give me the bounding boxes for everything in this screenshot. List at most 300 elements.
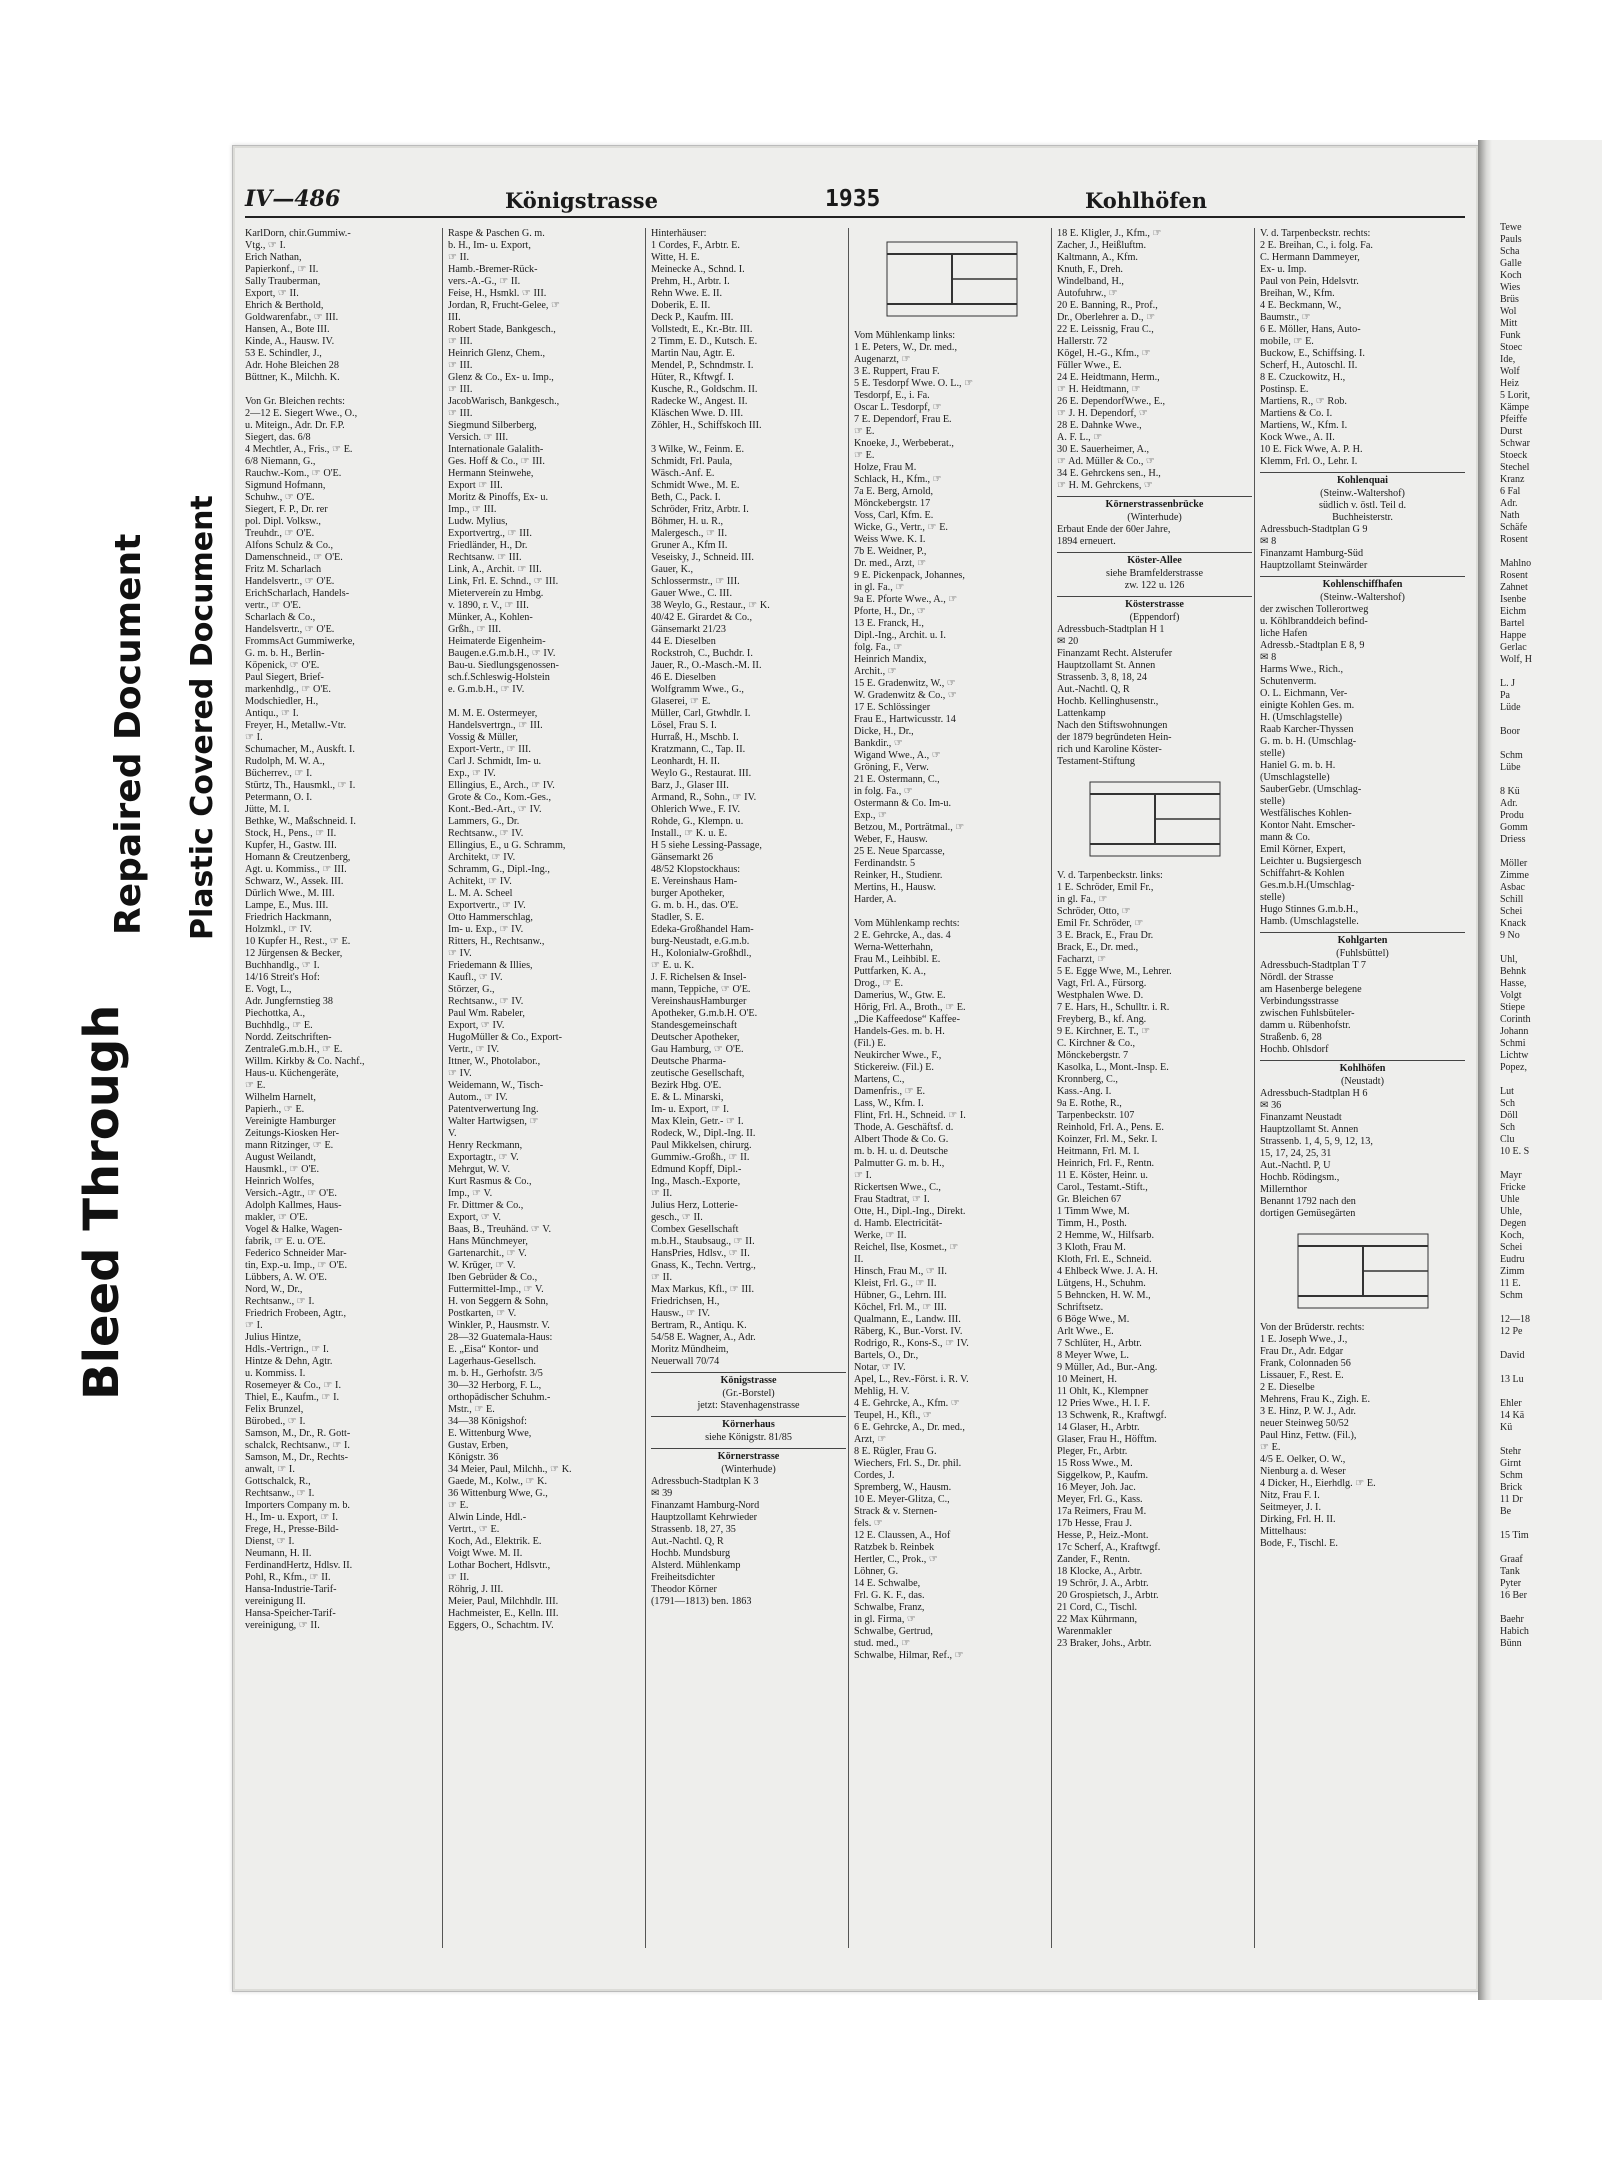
directory-entry: Emil Körner, Expert,	[1260, 844, 1346, 855]
directory-entry: Autom., ☞ IV.	[448, 1092, 508, 1103]
directory-entry: Reichel, Ilse, Kosmet., ☞	[854, 1242, 959, 1253]
directory-entry: Jordan, R, Frucht-Gelee, ☞	[448, 300, 561, 311]
directory-entry: Friedrichsen, H.,	[651, 1296, 720, 1307]
directory-entry: Hausmkl., ☞ O'E.	[245, 1164, 320, 1175]
facing-page-entry	[1500, 714, 1532, 726]
header-range: Kohlhöfen	[1085, 188, 1207, 213]
directory-entry: Bau-u. Siedlungsgenossen-	[448, 660, 559, 671]
directory-entry: Exp., ☞	[854, 810, 888, 821]
column-2	[448, 228, 643, 1632]
directory-entry: 12 Pries Wwe., H. I. F.	[1057, 1398, 1150, 1409]
directory-entry: Kögel, H.-G., Kfm., ☞	[1057, 348, 1151, 359]
directory-entry: Export-Vertr., ☞ III.	[448, 744, 531, 755]
directory-entry: Freyer, H., Metallw.-Vtr.	[245, 720, 347, 731]
directory-entry: 8 E. Czuckowitz, H.,	[1260, 372, 1346, 383]
facing-page-entry: Zimm	[1500, 1266, 1525, 1277]
directory-entry: Glaserei, ☞ E.	[651, 696, 711, 707]
directory-entry: Nordd. Zeitschriften-	[245, 1032, 332, 1043]
facing-page-entry: Pauls	[1500, 234, 1522, 245]
column-3	[651, 228, 846, 1608]
directory-entry: 1 Timm Wwe, M.	[1057, 1206, 1130, 1217]
directory-entry: Postinsp. E.	[1260, 384, 1309, 395]
directory-entry: Edeka-Großhandel Ham-	[651, 924, 754, 935]
directory-entry: Rechtsanw. ☞ III.	[448, 552, 522, 563]
directory-entry: L. M. A. Scheel	[448, 888, 513, 899]
section-heading: Körnerstrassenbrücke	[1057, 496, 1252, 511]
directory-entry: Hesse, P., Heiz.-Mont.	[1057, 1530, 1149, 1541]
directory-entry: 5 E. Egge Wwe, M., Lehrer.	[1057, 966, 1172, 977]
facing-page-entry: Zahnet	[1500, 582, 1528, 593]
directory-entry: Lammers, G., Dr.	[448, 816, 520, 827]
directory-entry: O. L. Eichmann, Ver-	[1260, 688, 1348, 699]
directory-entry: Werke, ☞ II.	[854, 1230, 907, 1241]
directory-entry: ☞ E.	[448, 1500, 469, 1511]
directory-entry: Stadler, S. E.	[651, 912, 705, 923]
directory-entry: Hansa-Industrie-Tarif-	[245, 1584, 337, 1595]
directory-entry: Schmidt Wwe., M. E.	[651, 480, 740, 491]
directory-entry: Adr. Jungfernstieg 38	[245, 996, 333, 1007]
directory-entry: 18 E. Kligler, J., Kfm., ☞	[1057, 228, 1162, 239]
directory-entry: Von Gr. Bleichen rechts:	[245, 396, 345, 407]
directory-entry: Scharlach & Co.,	[245, 612, 316, 623]
facing-page-entry: Habich	[1500, 1626, 1529, 1637]
facing-page-entry: Mitt	[1500, 318, 1518, 329]
directory-entry: H., Kolonialw-Großhdl.,	[651, 948, 752, 959]
directory-entry: Hugo Stinnes G.m.b.H.,	[1260, 904, 1359, 915]
directory-entry: Dürlich Wwe., M. III.	[245, 888, 335, 899]
facing-page-entry: Gerlac	[1500, 642, 1527, 653]
directory-entry: II.	[854, 1254, 864, 1265]
directory-entry: zwischen Fuhlsbüteler-	[1260, 1008, 1355, 1019]
directory-entry: Füller Wwe., E.	[1057, 360, 1122, 371]
directory-entry: Schuhw., ☞ O'E.	[245, 492, 315, 503]
directory-entry: 10 Kupfer H., Rest., ☞ E.	[245, 936, 351, 947]
directory-entry: Millernthor	[1260, 1184, 1307, 1195]
directory-entry: 2 E. Dieselbe	[1260, 1382, 1315, 1393]
column-divider	[645, 228, 646, 1948]
directory-entry: Winkler, P., Hausmstr. V.	[448, 1320, 550, 1331]
directory-entry: SauberGebr. (Umschlag-	[1260, 784, 1362, 795]
directory-entry: Martiens, W., Kfm. I.	[1260, 420, 1348, 431]
facing-page-entry: Adr.	[1500, 498, 1518, 509]
directory-entry: Autofuhrw., ☞	[1057, 288, 1118, 299]
directory-entry: Seitmeyer, J. I.	[1260, 1502, 1321, 1513]
directory-entry: Versich.-Agtr., ☞ O'E.	[245, 1188, 337, 1199]
directory-entry: Internationale Galalith-	[448, 444, 544, 455]
directory-entry: Bücherrev., ☞ I.	[245, 768, 313, 779]
directory-entry: ☞ H. M. Gehrckens, ☞	[1057, 480, 1154, 491]
directory-entry: Frl. G. K. F., das.	[854, 1590, 925, 1601]
directory-entry: Hermann Steinwehe,	[448, 468, 534, 479]
facing-page-entry: 14 Kä	[1500, 1410, 1525, 1421]
directory-entry: Adr. Hohe Bleichen 28	[245, 360, 339, 371]
directory-entry: 22 Max Kührmann,	[1057, 1614, 1138, 1625]
column-divider	[442, 228, 443, 1948]
directory-entry: mann, Teppiche, ☞ O'E.	[651, 984, 751, 995]
facing-page-entry: Schm	[1500, 1470, 1523, 1481]
directory-entry: mann Ritzinger, ☞ E.	[245, 1140, 334, 1151]
directory-entry: Postkarten, ☞ V.	[448, 1308, 517, 1319]
page-header	[245, 186, 1465, 218]
directory-entry: Holze, Frau M.	[854, 462, 917, 473]
directory-entry: V.	[448, 1128, 457, 1139]
directory-entry: Warenmakler	[1057, 1626, 1112, 1637]
directory-entry: 8 E. Rügler, Frau G.	[854, 1446, 937, 1457]
directory-entry: Fritz M. Scharlach	[245, 564, 322, 575]
directory-entry: Samson, M., Dr., Rechts-	[245, 1452, 349, 1463]
directory-entry: Handels-Ges. m. b. H.	[854, 1026, 945, 1037]
directory-entry: in gl. Firma, ☞	[854, 1614, 917, 1625]
facing-page-entry	[1500, 1434, 1532, 1446]
facing-page-entry: Koch	[1500, 270, 1522, 281]
directory-entry: Hertler, C., Prok., ☞	[854, 1554, 938, 1565]
directory-entry: Frank, Colonnaden 56	[1260, 1358, 1351, 1369]
directory-entry: Paul Mikkelsen, chirurg.	[651, 1140, 752, 1151]
directory-page	[232, 145, 1479, 1992]
directory-entry: 2—12 E. Siegert Wwe., O.,	[245, 408, 358, 419]
directory-entry: mobile, ☞ E.	[1260, 336, 1314, 347]
directory-entry: ☞ II.	[651, 1272, 673, 1283]
directory-entry: Agt. u. Kommiss., ☞ III.	[245, 864, 347, 875]
directory-entry: Schröder, Otto, ☞	[1057, 906, 1131, 917]
directory-entry: Moritz Mündheim,	[651, 1344, 729, 1355]
facing-page-entry	[1500, 1518, 1532, 1530]
directory-entry: Neuerwall 70/74	[651, 1356, 720, 1367]
directory-entry: Zöhler, H., Schiffskoch III.	[651, 420, 762, 431]
section-heading: Körnerhaus	[651, 1416, 846, 1431]
directory-entry: Adressbuch-Stadtplan G 9	[1260, 524, 1368, 535]
section-note: Buchheisterstr.	[1332, 512, 1393, 523]
directory-entry: Timm, H., Posth.	[1057, 1218, 1127, 1229]
directory-entry: ☞ IV.	[448, 948, 472, 959]
directory-entry: Max Markus, Kfl., ☞ III.	[651, 1284, 755, 1295]
facing-page-entry: Popez,	[1500, 1062, 1527, 1073]
directory-entry: Erich Nathan,	[245, 252, 302, 263]
directory-entry: Tesdorpf, E., i. Fa.	[854, 390, 930, 401]
section-heading: Kösterstrasse	[1057, 596, 1252, 611]
section-note: (Steinw.-Waltershof)	[1320, 488, 1405, 499]
facing-page-entry: 13 Lu	[1500, 1374, 1524, 1385]
directory-entry: Kupfer, H., Gastw. III.	[245, 840, 337, 851]
section-note: (Neustadt)	[1341, 1076, 1384, 1087]
directory-entry: Aut.-Nachtl. P, U	[1260, 1160, 1331, 1171]
directory-entry: Lagerhaus-Gesellsch.	[448, 1356, 536, 1367]
directory-entry: Im- u. Exp., ☞ IV.	[448, 924, 524, 935]
directory-entry: Witte, H. E.	[651, 252, 700, 263]
directory-entry: 8 Meyer Wwe, L.	[1057, 1350, 1129, 1361]
facing-page-entry	[1500, 666, 1532, 678]
facing-page-entry: Driess	[1500, 834, 1526, 845]
directory-entry: 34 E. Gehrckens sen., H.,	[1057, 468, 1161, 479]
directory-entry: Ostermann & Co. Im-u.	[854, 798, 952, 809]
section-note: (Eppendorf)	[1129, 612, 1180, 623]
directory-entry: Bezirk Hbg. O'E.	[651, 1080, 722, 1091]
facing-page-entry: Degen	[1500, 1218, 1527, 1229]
directory-entry: Alsterd. Mühlenkamp	[651, 1560, 741, 1571]
facing-page-entry: Kranz	[1500, 474, 1525, 485]
directory-entry: Alwin Linde, Hdl.-	[448, 1512, 527, 1523]
directory-entry: E. „Eisa“ Kontor- und	[448, 1344, 539, 1355]
directory-entry: Siggelkow, P., Kaufm.	[1057, 1470, 1149, 1481]
directory-entry: 14 E. Schwalbe,	[854, 1578, 921, 1589]
facing-page-entry: 15 Tim	[1500, 1530, 1529, 1541]
directory-entry: FrommsAct Gummiwerke,	[245, 636, 355, 647]
directory-entry: Schramm, G., Dipl.-Ing.,	[448, 864, 550, 875]
facing-page-entry: Pa	[1500, 690, 1510, 701]
directory-entry: 2 E. Gehrcke, A., das. 4	[854, 930, 951, 941]
directory-entry: Frau Stadtrat, ☞ I.	[854, 1194, 930, 1205]
directory-entry: 44 E. Dieselben	[651, 636, 716, 647]
directory-entry: Neukircher Wwe., F.,	[854, 1050, 942, 1061]
facing-page-entry	[1500, 738, 1532, 750]
directory-entry: ☞ I.	[854, 1170, 872, 1181]
directory-entry: Hansa-Speicher-Tarif-	[245, 1608, 336, 1619]
directory-entry: am Hasenberge belegene	[1260, 984, 1362, 995]
section-note: jetzt: Stavenhagenstrasse	[697, 1400, 800, 1411]
directory-entry: Antiqu., ☞ I.	[245, 708, 299, 719]
directory-entry: d. Hamb. Electricität-	[854, 1218, 943, 1229]
directory-entry: Heinrich Wolfes,	[245, 1176, 315, 1187]
directory-entry: Bürobed., ☞ I.	[245, 1416, 306, 1427]
directory-entry: 4/5 E. Oelker, O. W.,	[1260, 1454, 1346, 1465]
directory-entry: 5 E. Tesdorpf Wwe. O. L., ☞	[854, 378, 974, 389]
directory-entry: Strack & v. Sternen-	[854, 1506, 938, 1517]
facing-page-entry: Uhle,	[1500, 1206, 1522, 1217]
section-heading: Köster-Allee	[1057, 552, 1252, 567]
facing-page-entry: Pfeiffe	[1500, 414, 1528, 425]
directory-entry: Hans Münchmeyer,	[448, 1236, 528, 1247]
directory-entry: Gustav, Erben,	[448, 1440, 509, 1451]
directory-entry: Rickertsen Wwe., C.,	[854, 1182, 941, 1193]
section-heading: Kohlhöfen	[1260, 1060, 1465, 1075]
directory-entry: Teupel, H., Kfl., ☞	[854, 1410, 933, 1421]
directory-entry: M. M. E. Ostermeyer,	[448, 708, 538, 719]
directory-entry: 36 Wittenburg Wwe, G.,	[448, 1488, 548, 1499]
directory-entry: Schmidt, Frl. Paula,	[651, 456, 733, 467]
directory-entry: 15 E. Gradenwitz, W., ☞	[854, 678, 956, 689]
directory-entry: Nördl. der Strasse	[1260, 972, 1334, 983]
section-heading: Kohlgarten	[1260, 932, 1465, 947]
directory-entry: Schwarz, W., Assek. III.	[245, 876, 344, 887]
directory-entry: gesch., ☞ II.	[651, 1212, 703, 1223]
facing-page-entry: Bartel	[1500, 618, 1525, 629]
directory-entry: 20 Grospietsch, J., Arbtr.	[1057, 1590, 1159, 1601]
directory-entry: Rechtsanw., ☞ IV.	[448, 996, 524, 1007]
directory-entry: 46 E. Dieselben	[651, 672, 716, 683]
directory-entry: 4 Dicker, H., Eierhdlg. ☞ E.	[1260, 1478, 1376, 1489]
directory-entry: 9 Müller, Ad., Bur.-Ang.	[1057, 1362, 1158, 1373]
column-divider	[1254, 228, 1255, 1948]
directory-entry: Erbaut Ende der 60er Jahre,	[1057, 524, 1171, 535]
directory-entry: Mstr., ☞ E.	[448, 1404, 495, 1415]
directory-entry: H. von Seggern & Sohn,	[448, 1296, 549, 1307]
directory-entry: Ohlerich Wwe., F. IV.	[651, 804, 741, 815]
directory-entry: 15 Ross Wwe., M.	[1057, 1458, 1133, 1469]
directory-entry: Achitekt, ☞ IV.	[448, 876, 512, 887]
directory-entry: Röhrig, J. III.	[448, 1584, 504, 1595]
directory-entry: Lass, W., Kfm. I.	[854, 1098, 924, 1109]
directory-entry: Siegert, F. P., Dr. rer	[245, 504, 328, 515]
directory-entry: Handelsvertrgn., ☞ III.	[448, 720, 543, 731]
directory-entry: 4 E. Beckmann, W.,	[1260, 300, 1342, 311]
directory-entry: Julius Hintze,	[245, 1332, 302, 1343]
directory-entry: G. m. b. H., das. O'E.	[651, 900, 739, 911]
directory-entry: Mittelhaus:	[1260, 1526, 1307, 1537]
directory-entry: Beth, C., Pack. I.	[651, 492, 721, 503]
directory-entry: Strassenb. 3, 8, 18, 24	[1057, 672, 1147, 683]
directory-entry: Nienburg a. d. Weser	[1260, 1466, 1346, 1477]
directory-entry: Adressbuch-Stadtplan K 3	[651, 1476, 759, 1487]
facing-page-entry: 11 Dr	[1500, 1494, 1523, 1505]
directory-entry: 6 E. Gehrcke, A., Dr. med.,	[854, 1422, 965, 1433]
directory-entry: 7 E. Hars, H., Schulltr. i. R.	[1057, 1002, 1170, 1013]
directory-entry: Gröning, F., Verw.	[854, 762, 929, 773]
directory-entry: Architekt, ☞ IV.	[448, 852, 516, 863]
directory-entry: Frau E., Hartwicusstr. 14	[854, 714, 956, 725]
directory-entry: Modschiedler, H.,	[245, 696, 319, 707]
directory-entry: makler, ☞ O'E.	[245, 1212, 308, 1223]
directory-entry: Ellingius, E., Arch., ☞ IV.	[448, 780, 555, 791]
directory-entry: Wicke, G., Vertr., ☞ E.	[854, 522, 948, 533]
directory-entry: Cordes, J.	[854, 1470, 895, 1481]
directory-entry: ✉ 8	[1260, 652, 1277, 663]
directory-entry: in folg. Fa., ☞	[854, 786, 913, 797]
directory-entry: Kratzmann, C., Tap. II.	[651, 744, 746, 755]
directory-entry: Heinrich, Frl. F., Rentn.	[1057, 1158, 1155, 1169]
facing-page-entry	[1500, 1362, 1532, 1374]
directory-entry: 3 Kloth, Frau M.	[1057, 1242, 1126, 1253]
directory-entry: Deck P., Kaufm. III.	[651, 312, 734, 323]
directory-entry: Mönckebergstr. 7	[1057, 1050, 1129, 1061]
directory-entry: Zacher, J., Heißluftm.	[1057, 240, 1146, 251]
facing-page-entry: Fricke	[1500, 1182, 1526, 1193]
directory-entry: W. Krüger, ☞ V.	[448, 1260, 516, 1271]
directory-entry: Link, Frl. E. Schnd., ☞ III.	[448, 576, 559, 587]
directory-entry: Vom Mühlenkamp rechts:	[854, 918, 960, 929]
directory-entry: 7 Schlüter, H., Arbtr.	[1057, 1338, 1142, 1349]
facing-page-entry: Brick	[1500, 1482, 1523, 1493]
directory-entry: Finanzamt Neustadt	[1260, 1112, 1342, 1123]
directory-entry: Hochb. Ohlsdorf	[1260, 1044, 1329, 1055]
directory-entry: mann & Co.	[1260, 832, 1311, 843]
facing-page-entry: Schm	[1500, 750, 1523, 761]
directory-entry: Combex Gesellschaft	[651, 1224, 739, 1235]
directory-entry: Kont.-Bed.-Art., ☞ IV.	[448, 804, 542, 815]
directory-entry: Export, ☞ V.	[448, 1212, 501, 1223]
facing-page-entry: Döll	[1500, 1110, 1518, 1121]
facing-page-entry: Lübe	[1500, 762, 1521, 773]
facing-page-entry: Rosent	[1500, 534, 1528, 545]
directory-entry: folg. Fa., ☞	[854, 642, 903, 653]
directory-entry: 4 Mechtler, A., Fris., ☞ E.	[245, 444, 353, 455]
directory-entry: Benannt 1792 nach den	[1260, 1196, 1356, 1207]
directory-entry: u. Kommiss. I.	[245, 1368, 306, 1379]
directory-entry: Kleist, Frl. G., ☞ II.	[854, 1278, 937, 1289]
directory-entry: Hamb. (Umschlagstelle.	[1260, 916, 1359, 927]
directory-entry: Arzt, ☞	[854, 1434, 887, 1445]
facing-page-entry: Stoec	[1500, 342, 1523, 353]
directory-entry: 54/58 E. Wagner, A., Adr.	[651, 1332, 756, 1343]
facing-page-entry: Schmi	[1500, 1038, 1526, 1049]
directory-entry: Facharzt, ☞	[1057, 954, 1107, 965]
facing-page-entry: Bünn	[1500, 1638, 1522, 1649]
directory-entry: Gaede, M., Kolw., ☞ K.	[448, 1476, 548, 1487]
directory-entry: 17b Hesse, Frau J.	[1057, 1518, 1132, 1529]
directory-entry: Mertins, H., Hausw.	[854, 882, 936, 893]
directory-entry: Köchel, Frl. M., ☞ III.	[854, 1302, 947, 1313]
directory-entry: Fr. Dittmer & Co.,	[448, 1200, 524, 1211]
directory-entry: Deutscher Apotheker,	[651, 1032, 740, 1043]
directory-entry: Max Klein, Getr.- ☞ I.	[651, 1116, 744, 1127]
directory-entry: Gruner A., Kfm II.	[651, 540, 728, 551]
street-map-diagram	[1080, 774, 1230, 864]
directory-entry: Thiel, E., Kaufm., ☞ I.	[245, 1392, 340, 1403]
facing-page-entry: Pyter	[1500, 1578, 1522, 1589]
directory-entry: Meier, Paul, Milchhdlr. III.	[448, 1596, 559, 1607]
facing-page-entry: Sch	[1500, 1098, 1515, 1109]
directory-entry: 10 E. Meyer-Glitza, C.,	[854, 1494, 950, 1505]
directory-entry: fabrik, ☞ E. u. O'E.	[245, 1236, 326, 1247]
directory-entry: Glaser, Frau H., Höfftm.	[1057, 1434, 1157, 1445]
directory-entry: Freiheitsdichter	[651, 1572, 715, 1583]
directory-entry: Bode, F., Tischl. E.	[1260, 1538, 1338, 1549]
facing-page-entry: Clu	[1500, 1134, 1515, 1145]
directory-entry: 6 E. Möller, Hans, Auto-	[1260, 324, 1361, 335]
column-5	[1057, 228, 1252, 1650]
directory-entry: Jütte, M. I.	[245, 804, 290, 815]
column-divider	[1051, 228, 1052, 1948]
directory-entry: Apotheker, G.m.b.H. O'E.	[651, 1008, 758, 1019]
directory-entry: Walter Hartwigsen, ☞	[448, 1116, 539, 1127]
directory-entry: Imp., ☞ V.	[448, 1188, 493, 1199]
directory-entry: Versich. ☞ III.	[448, 432, 509, 443]
facing-page-entry: Nath	[1500, 510, 1520, 521]
directory-entry: ☞ II.	[448, 252, 470, 263]
side-label-bleed-through: Bleed Through	[74, 1004, 130, 1400]
directory-entry: Theodor Körner	[651, 1584, 717, 1595]
directory-entry: ☞ II.	[448, 1572, 470, 1583]
side-label-plastic-covered: Plastic Covered Document	[185, 495, 220, 940]
directory-entry: (Fil.) E.	[854, 1038, 886, 1049]
directory-entry: Schröder, Fritz, Arbtr. I.	[651, 504, 749, 515]
directory-entry: Palmutter G. m. b. H.,	[854, 1158, 945, 1169]
directory-entry: Otto Hammerschlag,	[448, 912, 533, 923]
directory-entry: 10 Meinert, H.	[1057, 1374, 1117, 1385]
directory-entry: Gr. Bleichen 67	[1057, 1194, 1122, 1205]
directory-entry: Deutsche Pharma-	[651, 1056, 726, 1067]
directory-entry: in gl. Fa., ☞	[1057, 894, 1108, 905]
directory-entry: Piechottka, A.,	[245, 1008, 305, 1019]
directory-entry: Lissauer, F., Rest. E.	[1260, 1370, 1344, 1381]
directory-entry	[448, 696, 643, 708]
directory-entry: 3 E. Ruppert, Frau F.	[854, 366, 940, 377]
directory-entry: Samson, M., Dr., R. Gott-	[245, 1428, 351, 1439]
directory-entry: burg-Neustadt, e.G.m.b.	[651, 936, 750, 947]
directory-entry: v. 1890, r. V., ☞ III.	[448, 600, 529, 611]
directory-entry: 30—32 Herborg, F. L.,	[448, 1380, 542, 1391]
facing-page-entry	[1500, 1386, 1532, 1398]
directory-entry: Bertram, R., Antiqu. K.	[651, 1320, 747, 1331]
directory-entry: 7b E. Weidner, P.,	[854, 546, 927, 557]
directory-entry: Ges. Hoff & Co., ☞ III.	[448, 456, 545, 467]
directory-entry: neuer Steinweg 50/52	[1260, 1418, 1349, 1429]
directory-entry: Malergesch., ☞ II.	[651, 528, 727, 539]
facing-page-entry: Wolf	[1500, 366, 1520, 377]
directory-entry: 6 Böge Wwe., M.	[1057, 1314, 1130, 1325]
directory-entry: Königstr. 36	[448, 1452, 499, 1463]
directory-entry: Hallerstr. 72	[1057, 336, 1108, 347]
directory-entry: 1 E. Joseph Wwe., J.,	[1260, 1334, 1348, 1345]
